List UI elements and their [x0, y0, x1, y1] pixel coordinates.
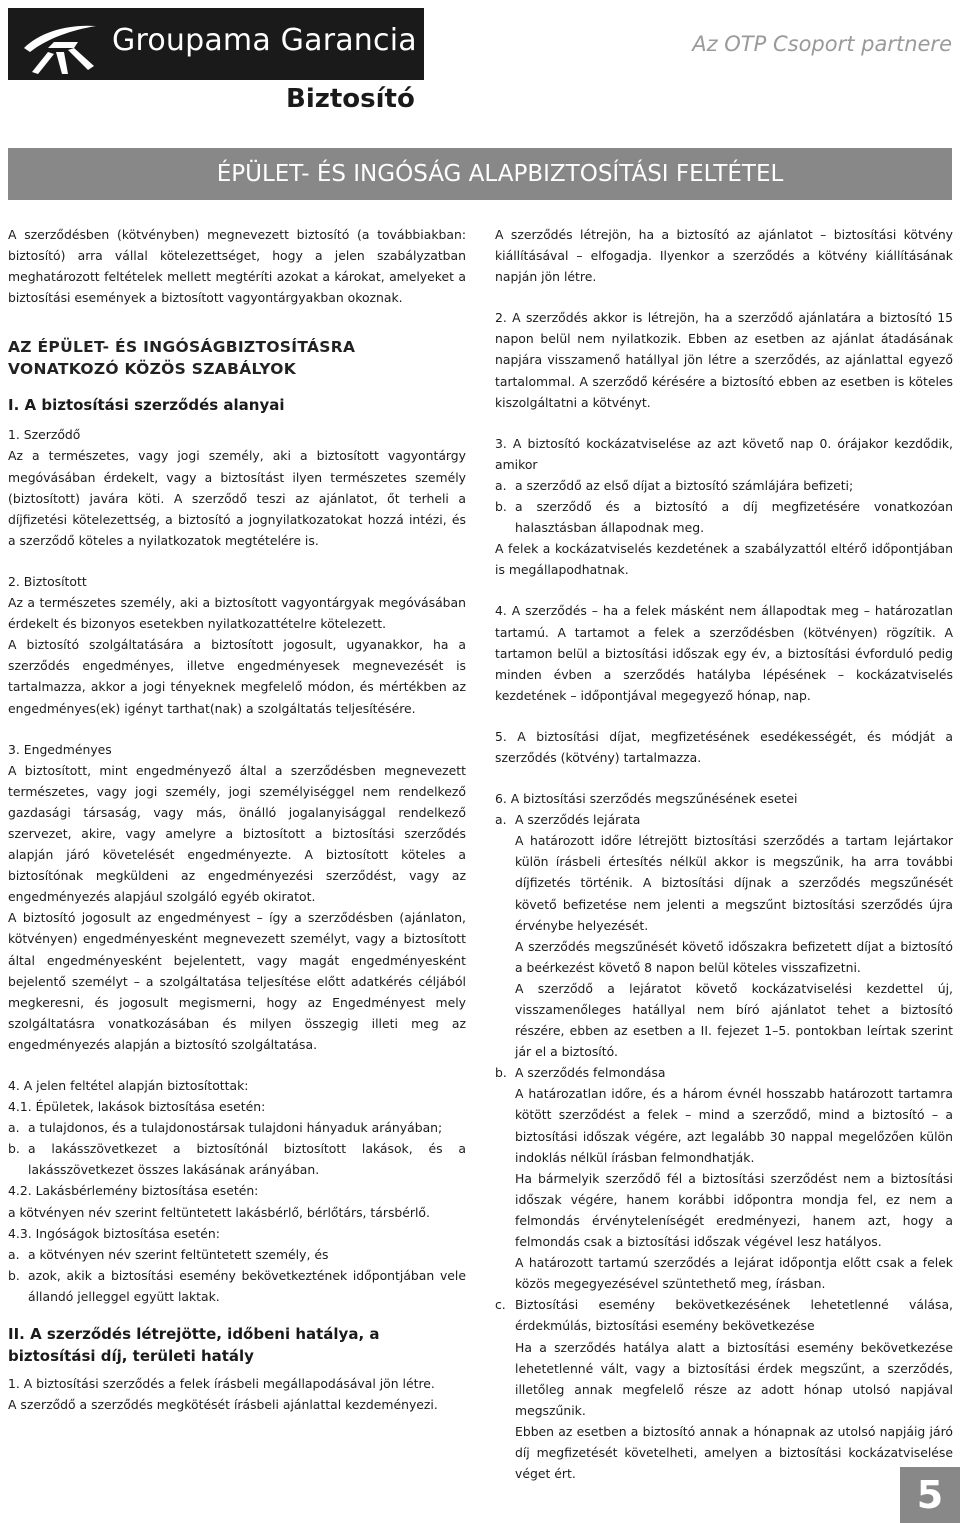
sub-item-title: 4.1. Épületek, lakások biztosítása esetén: [8, 1099, 266, 1115]
paragraph: 5. A biztosítási díjat, megfizetésének esedékességét, és módját a szerződés (kötvény) tartalmazza. [495, 728, 953, 765]
list-item: a. a tulajdonos, és a tulajdonostársak tulajdoni hányaduk arányában; [8, 1120, 443, 1136]
paragraph: A határozott időre létrejött biztosítási szerződés a tartam lejártakor külön írásbeli értesítés nélkül akkor is megszűnik, ha arra további díjfizetés történik. A biztosítási díjnak a szerződés megszűnését követő befizetése nem jelenti a megszűnt biztosítási szerződés újra érvénybe helyezését. [515, 833, 953, 933]
item-title-biztositott: 2. Biztosított [8, 573, 87, 589]
item-title-megszunes: 6. A biztosítási szerződés megszűnésének esetei [495, 791, 798, 807]
logo-text: Groupama Garancia [112, 23, 417, 58]
list-item-heading: b. A szerződés felmondása [495, 1065, 666, 1081]
paragraph: A felek a kockázatviselés kezdetének a szabályzattól eltérő időpontjában is megállapodhatnak. [495, 541, 953, 578]
sub-item-title: 4.2. Lakásbérlemény biztosítása esetén: [8, 1183, 259, 1199]
item-title-biztositottak: 4. A jelen feltétel alapján biztosítottak: [8, 1078, 249, 1093]
paragraph: A szerződés megszűnését követő időszakra befizetett díjat a biztosító a beérkezést követő 8 napon belül köteles visszafizetni. [515, 938, 953, 975]
paragraph: 3. A biztosító kockázatviselése az azt követő nap 0. órájakor kezdődik, amikor [495, 435, 953, 472]
chapter-heading-1: I. A biztosítási szerződés alanyai [8, 396, 285, 415]
item-title-engedmenyes: 3. Engedményes [8, 741, 112, 757]
paragraph: A szerződő a lejáratot követő kockázatviselési kezdettel új, visszamenőleges hatállyal nem bíró ajánlatot tehet a biztosító részére, ebben az esetben a II. fejezet 1–5. pontokban leírtak szerint jár el a biztosító. [515, 980, 953, 1060]
left-column [8, 224, 466, 1415]
company-logo [8, 8, 424, 80]
list-item: b. azok, akik a biztosítási esemény bekövetkeztének időpontjában vele állandó jelleggel együtt laktak. [8, 1267, 466, 1304]
paragraph: A szerződés létrejön, ha a biztosító az ajánlatot – biztosítási kötvény kiállításával – elfogadja. Ilyenkor a szerződés a kötvény kiállításának napján jön létre. [495, 227, 953, 285]
list-item-heading: a. A szerződés lejárata [495, 812, 641, 828]
paragraph: A biztosított, mint engedményező által a szerződésben megnevezett természetes, vagy jogi személy, jogi személyiséggel nem rendelkező gazdasági társaság, vagy más, önálló jogalanyisággal rendelkező szervezet, akire, vagy amelyre a biztosított a biztosítási szerződés alapján járó követelését engedményezte. A biztosított köteles a biztosítónak megküldeni az engedményezési szerződést, vagy az engedményezés alapjául szolgáló egyéb okiratot. [8, 762, 466, 905]
paragraph: a kötvényen név szerint feltüntetett lakásbérlő, bérlőtárs, társbérlő. [8, 1204, 430, 1220]
page-number: 5 [900, 1467, 960, 1523]
paragraph: Ha bármelyik szerződő fél a biztosítási szerződést nem a biztosítási időszak végére, hanem korábbi időpontra mondja fel, ez nem a felmondás érvényteleníségét eredményezi, hanem azt, hogy a felmondás csak a biztosítási időszak végével lesz hatályos. [515, 1170, 953, 1250]
intro-paragraph: A szerződésben (kötvényben) megnevezett biztosító (a továbbiakban: biztosító) arra vállal kötelezettséget, hogy a jelen szabályzatban meghatározott feltételek mellett megtéríti azokat a károkat, amelyeket a biztosítási események a biztosított vagyontárgyakban okoznak. [8, 227, 466, 306]
paragraph: 2. A szerződés akkor is létrejön, ha a szerződő ajánlatára a biztosító 15 napon belül nem nyilatkozik. Ebben az esetben az ajánlat átadásának napjára visszamenő hatállyal jön létre a szerződés, az ajánlattal egyező tartalommal. A szerződő kérésére a biztosító ebben az esetben is köteles kiszolgáltatni a kötvényt. [495, 310, 953, 410]
section-heading: AZ ÉPÜLET- ÉS INGÓSÁGBIZTOSÍTÁSRA VONATKOZÓ KÖZÖS SZABÁLYOK [8, 338, 356, 379]
logo-subtitle: Biztosító [286, 84, 415, 114]
item-title-szerzodo: 1. Szerződő [8, 427, 81, 443]
list-item: a. a szerződő az első díjat a biztosító számlájára befizeti; [495, 477, 854, 493]
groupama-logo-icon [18, 12, 100, 76]
paragraph: Az a természetes, vagy jogi személy, aki a biztosított vagyontárgy megóvásában érdekelt, vagy a biztosítást ilyen természetes személy (biztosított) javára köti. A szerződő teszi az ajánlatot, őt terheli a díjfizetési kötelezettség, a biztosító a jognyilatkozatokat hozzá intézi, és a szerződő köteles a nyilatkozatok megtételére is. [8, 448, 466, 548]
paragraph: Ebben az esetben a biztosító annak a hónapnak az utolsó napjáig járó díj megfizetését követelheti, amelyen a biztosítási kockázatviselése véget ért. [515, 1423, 953, 1482]
paragraph: 4. A szerződés – ha a felek másként nem állapodtak meg – határozatlan tartamú. A tartamot a felek a szerződésben (kötvényen) rögzítik. A tartamon belül a biztosítási időszak egy év, a biztosítási évforduló pedig minden évben a szerződés hatályba lépésének – kockázatviselés kezdetének – időpontjával megegyező hónap, nap. [495, 603, 953, 703]
paragraph: Az a természetes személy, aki a biztosított vagyontárgyak megóvásában érdekelt és bizonyos esetekben nyilatkozattételre kötelezett. [8, 595, 466, 632]
right-column [495, 224, 953, 1484]
paragraph: Ha a szerződés hatálya alatt a biztosítási esemény bekövetkezése lehetetlenné vált, vagy a biztosítási érdek megszűnt, a szerződés, illetőleg annak megfelelő része az adott hónap utolsó napjával megszűnik. [515, 1339, 953, 1418]
chapter-heading-2: II. A szerződés létrejötte, időbeni hatálya, a biztosítási díj, területi hatály [8, 1325, 380, 1366]
list-item: b. a lakásszövetkezet a biztosítónál biztosított lakások, és a lakásszövetkezet összes lakásának arányában. [8, 1141, 466, 1178]
list-item-heading: c. Biztosítási esemény bekövetkezésének lehetetlenné válása, érdekmúlás, biztosítási esemény bekövetkezése [495, 1297, 953, 1334]
paragraph: A határozott tartamú szerződés a lejárat időpontja előtt csak a felek közös megegyezésével szüntethető meg, írásban. [515, 1255, 953, 1292]
partner-tagline: Az OTP Csoport partnere [692, 32, 952, 56]
list-item: a. a kötvényen név szerint feltüntetett személy, és [8, 1246, 329, 1262]
sub-item-title: 4.3. Ingóságok biztosítása esetén: [8, 1225, 220, 1241]
paragraph: A határozatlan időre, és a három évnél hosszabb határozott tartamra kötött szerződést a felek – mind a szerződő, mind a biztosító – a biztosítási időszak végére, azt legalább 30 nappal megelőzően külön indoklás nélkül írásban felmondhatják. [515, 1086, 953, 1165]
document-title: ÉPÜLET- ÉS INGÓSÁG ALAPBIZTOSÍTÁSI FELTÉTEL [8, 148, 952, 200]
paragraph: A biztosító szolgáltatására a biztosított jogosult, ugyanakkor, ha a szerződés engedményes, illetve engedményesek megnevezését is tartalmazza, akkor a jogi tényeknek megfelelő módon, és mértékben az engedményes(ek) igényt tarthat(nak) a szolgáltatás teljesítésére. [8, 637, 466, 716]
paragraph: A biztosító jogosult az engedményest – így a szerződésben (ajánlaton, kötvényen) engedményesként megnevezett személyt, vagy a biztosított által engedményesként bejelentett, vagy magát engedményesként bejelentő személyt – a szolgáltatása teljesítése előtt adatkérés céljából megkeresni, és jogosult megismerni, hogy az Engedményest mely szolgáltatásra vonatkozásában és milyen összegig illeti meg az engedményezés alapján a biztosító szolgáltatása. [8, 910, 466, 1052]
paragraph: A szerződő a szerződés megkötését írásbeli ajánlattal kezdeményezi. [8, 1397, 438, 1413]
list-item: b. a szerződő és a biztosító a díj megfizetésére vonatkozóan halasztásban állapodnak meg. [495, 499, 953, 536]
paragraph: 1. A biztosítási szerződés a felek írásbeli megállapodásával jön létre. [8, 1376, 435, 1392]
